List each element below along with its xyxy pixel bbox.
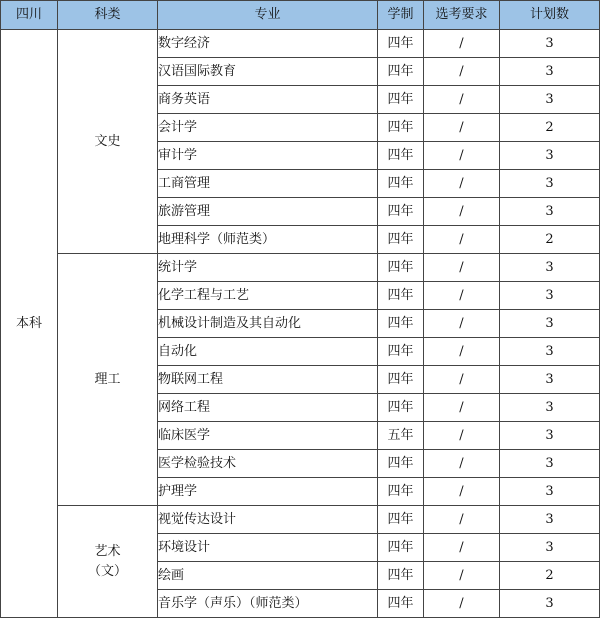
plan-count-cell: 3: [500, 170, 600, 198]
major-cell: 网络工程: [158, 394, 378, 422]
plan-count-cell: 3: [500, 338, 600, 366]
duration-cell: 四年: [378, 142, 424, 170]
requirement-cell: /: [424, 478, 500, 506]
duration-cell: 四年: [378, 562, 424, 590]
major-cell: 护理学: [158, 478, 378, 506]
major-cell: 旅游管理: [158, 198, 378, 226]
requirement-cell: /: [424, 170, 500, 198]
requirement-cell: /: [424, 30, 500, 58]
plan-count-cell: 3: [500, 422, 600, 450]
major-cell: 物联网工程: [158, 366, 378, 394]
duration-cell: 四年: [378, 30, 424, 58]
major-cell: 工商管理: [158, 170, 378, 198]
plan-count-cell: 2: [500, 562, 600, 590]
category-cell: [58, 254, 158, 506]
category-cell: [58, 506, 158, 618]
category-label: （文）: [87, 563, 127, 579]
requirement-cell: /: [424, 86, 500, 114]
plan-count-cell: 2: [500, 114, 600, 142]
plan-count-cell: 3: [500, 86, 600, 114]
major-cell: 机械设计制造及其自动化: [158, 310, 378, 338]
plan-count-cell: 2: [500, 226, 600, 254]
major-cell: 绘画: [158, 562, 378, 590]
plan-count-cell: 3: [500, 394, 600, 422]
level-cell: 本科: [1, 30, 58, 618]
header-major: 专业: [158, 1, 378, 30]
duration-cell: 四年: [378, 282, 424, 310]
plan-count-cell: 3: [500, 534, 600, 562]
header-requirement: 选考要求: [424, 1, 500, 30]
table-row: [1, 506, 600, 534]
requirement-cell: /: [424, 226, 500, 254]
duration-cell: 四年: [378, 198, 424, 226]
requirement-cell: /: [424, 198, 500, 226]
table-row: [1, 30, 600, 58]
major-cell: 自动化: [158, 338, 378, 366]
major-cell: 数字经济: [158, 30, 378, 58]
category-cell: [58, 30, 158, 254]
duration-cell: 四年: [378, 394, 424, 422]
major-cell: 商务英语: [158, 86, 378, 114]
plan-count-cell: 3: [500, 30, 600, 58]
plan-count-cell: 3: [500, 310, 600, 338]
duration-cell: 四年: [378, 170, 424, 198]
major-cell: 汉语国际教育: [158, 58, 378, 86]
header-row: [1, 1, 600, 30]
duration-cell: 四年: [378, 534, 424, 562]
requirement-cell: /: [424, 450, 500, 478]
major-cell: 审计学: [158, 142, 378, 170]
major-cell: 临床医学: [158, 422, 378, 450]
plan-count-cell: 3: [500, 590, 600, 618]
category-label: 文史: [94, 133, 121, 149]
duration-cell: 四年: [378, 310, 424, 338]
requirement-cell: /: [424, 114, 500, 142]
requirement-cell: /: [424, 422, 500, 450]
major-cell: 统计学: [158, 254, 378, 282]
duration-cell: 五年: [378, 422, 424, 450]
plan-count-cell: 3: [500, 58, 600, 86]
requirement-cell: /: [424, 366, 500, 394]
requirement-cell: /: [424, 282, 500, 310]
category-label: 理工: [94, 371, 121, 387]
major-cell: 视觉传达设计: [158, 506, 378, 534]
duration-cell: 四年: [378, 506, 424, 534]
category-label: 艺术: [94, 543, 121, 559]
duration-cell: 四年: [378, 478, 424, 506]
major-cell: 医学检验技术: [158, 450, 378, 478]
header-duration: 学制: [378, 1, 424, 30]
table-body: [1, 30, 600, 618]
plan-count-cell: 3: [500, 506, 600, 534]
duration-cell: 四年: [378, 338, 424, 366]
plan-count-cell: 3: [500, 478, 600, 506]
plan-count-cell: 3: [500, 450, 600, 478]
table-row: [1, 254, 600, 282]
header-category: 科类: [58, 1, 158, 30]
plan-count-cell: 3: [500, 198, 600, 226]
major-cell: 地理科学（师范类）: [158, 226, 378, 254]
duration-cell: 四年: [378, 450, 424, 478]
plan-count-cell: 3: [500, 366, 600, 394]
major-cell: 环境设计: [158, 534, 378, 562]
requirement-cell: /: [424, 254, 500, 282]
header-plan-count: 计划数: [500, 1, 600, 30]
requirement-cell: /: [424, 562, 500, 590]
plan-count-cell: 3: [500, 282, 600, 310]
duration-cell: 四年: [378, 58, 424, 86]
duration-cell: 四年: [378, 590, 424, 618]
header-region: 四川: [1, 1, 58, 30]
requirement-cell: /: [424, 534, 500, 562]
plan-count-cell: 3: [500, 254, 600, 282]
requirement-cell: /: [424, 310, 500, 338]
duration-cell: 四年: [378, 114, 424, 142]
requirement-cell: /: [424, 142, 500, 170]
requirement-cell: /: [424, 58, 500, 86]
requirement-cell: /: [424, 338, 500, 366]
major-cell: 音乐学（声乐）（师范类）: [158, 590, 378, 618]
duration-cell: 四年: [378, 226, 424, 254]
requirement-cell: /: [424, 590, 500, 618]
plan-count-cell: 3: [500, 142, 600, 170]
requirement-cell: /: [424, 394, 500, 422]
major-cell: 化学工程与工艺: [158, 282, 378, 310]
duration-cell: 四年: [378, 254, 424, 282]
duration-cell: 四年: [378, 86, 424, 114]
major-cell: 会计学: [158, 114, 378, 142]
requirement-cell: /: [424, 506, 500, 534]
duration-cell: 四年: [378, 366, 424, 394]
